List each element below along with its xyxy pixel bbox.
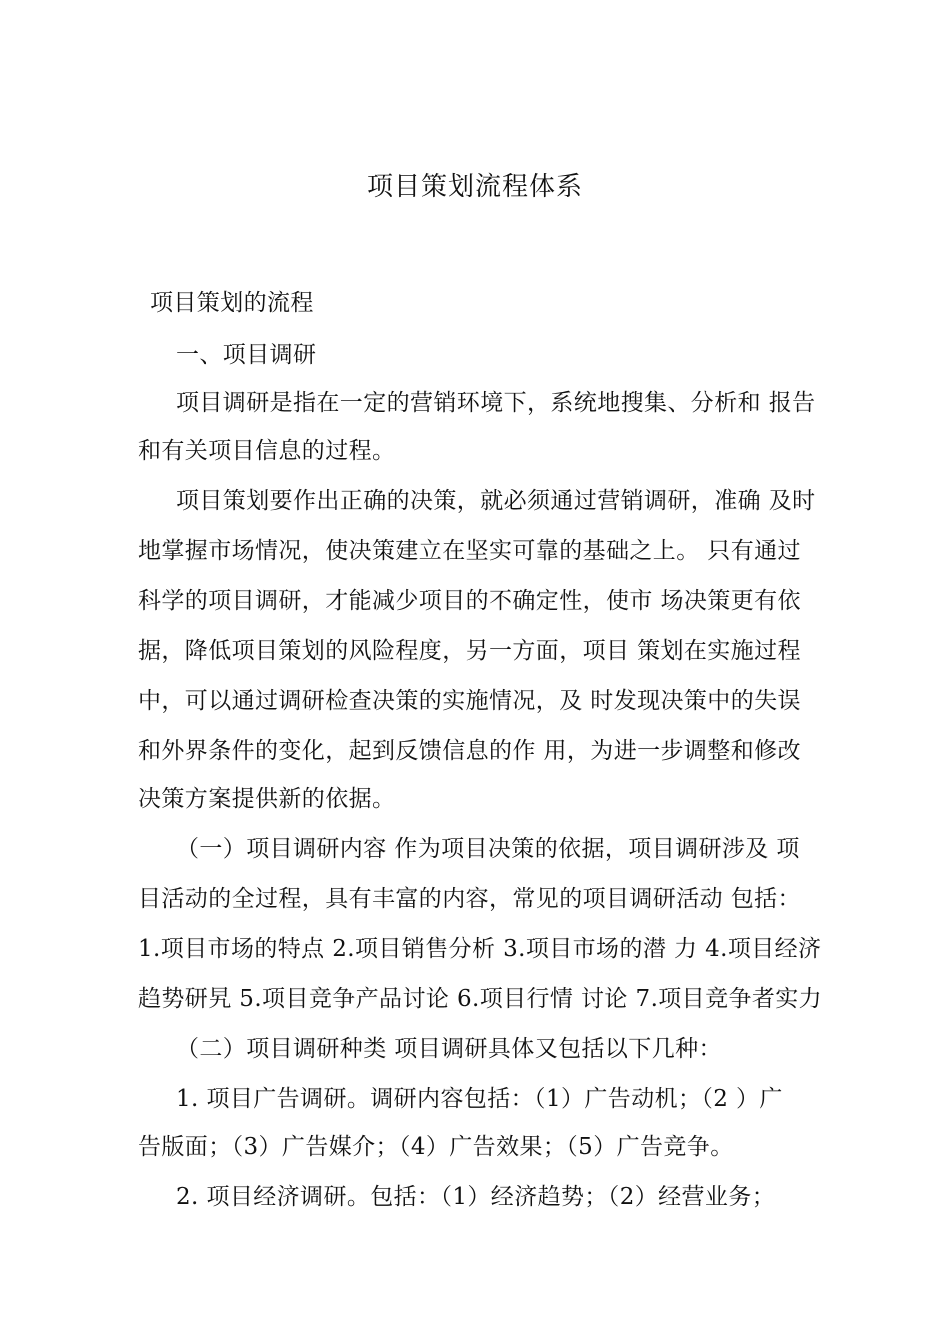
paragraph-line: 目活动的全过程，具有丰富的内容，常见的项目调研活动 包括：	[138, 886, 801, 912]
paragraph-line: 决策方案提供新的依据。	[138, 786, 396, 812]
paragraph-line: 据，降低项目策划的风险程度，另一方面，项目 策划在实施过程	[138, 638, 801, 664]
paragraph-line: 和有关项目信息的过程。	[138, 438, 396, 464]
paragraph-line: 项目调研是指在一定的营销环境下，系统地搜集、分析和 报告	[176, 390, 816, 416]
paragraph-line: 地掌握市场情况，使决策建立在坚实可靠的基础之上。 只有通过	[138, 538, 801, 564]
list-item: 2. 项目经济调研。包括：（1）经济趋势；（2）经营业务；	[176, 1184, 776, 1210]
list-item: 1. 项目广告调研。调研内容包括：（1）广告动机；（2 ）广	[176, 1086, 783, 1112]
list-item: 告版面；（3）广告媒介；（4）广告效果；（5）广告竞争。	[138, 1134, 734, 1160]
section-heading: 项目策划的流程	[150, 290, 314, 316]
paragraph-line: 和外界条件的变化，起到反馈信息的作 用，为进一步调整和修改	[138, 738, 801, 764]
paragraph-line: （二）项目调研种类 项目调研具体又包括以下几种：	[176, 1036, 722, 1062]
paragraph-line: 1.项目市场的特点 2.项目销售分析 3.项目市场的潜 力 4.项目经济	[138, 936, 822, 962]
document-title: 项目策划流程体系	[366, 172, 583, 202]
paragraph-line: 趋势研旯 5.项目竞争产品讨论 6.项目行情 讨论 7.项目竞争者实力	[138, 986, 823, 1012]
paragraph-line: 科学的项目调研，才能减少项目的不确定性，使市 场决策更有依	[138, 588, 801, 614]
paragraph-line: 项目策划要作出正确的决策，就必须通过营销调研，准确 及时	[176, 488, 816, 514]
paragraph-line: （一）项目调研内容 作为项目决策的依据，项目调研涉及 项	[176, 836, 800, 862]
subsection-heading: 一、项目调研	[176, 342, 317, 368]
paragraph-line: 中，可以通过调研检查决策的实施情况，及 时发现决策中的失误	[138, 688, 801, 714]
